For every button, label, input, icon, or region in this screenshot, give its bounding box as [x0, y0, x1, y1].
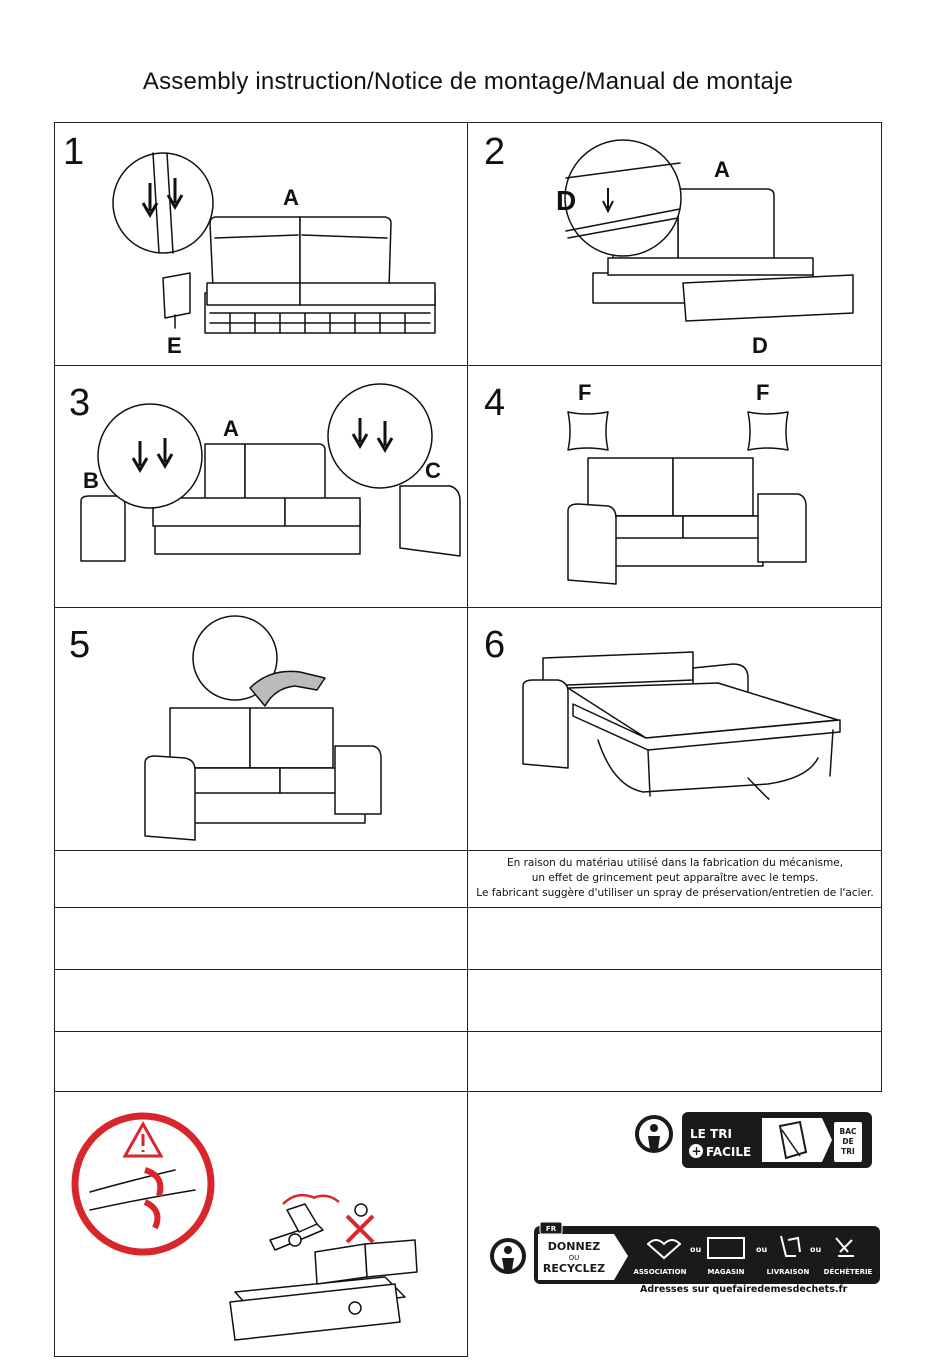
page-title: Assembly instruction/Notice de montage/Manual de montaje — [142, 68, 794, 95]
blank-cell — [54, 1031, 468, 1092]
pillow-label-f: F — [578, 380, 592, 405]
blank-cell — [54, 969, 468, 1032]
part-label-c: C — [425, 458, 441, 483]
step-4-illustration — [468, 366, 883, 609]
part-label-e: E — [167, 333, 182, 358]
option-decheterie: DÉCHÈTERIE — [823, 1268, 873, 1276]
option-magasin: MAGASIN — [707, 1268, 745, 1276]
step-number: 1 — [63, 131, 85, 173]
step-5-panel — [54, 607, 468, 851]
triman-le-tri-facile-badge — [632, 1112, 872, 1172]
blank-cell — [467, 907, 882, 970]
ou-sep: ou — [756, 1245, 768, 1254]
step-number: 3 — [69, 382, 91, 424]
part-label-a: A — [714, 157, 730, 182]
note-line: un effet de grincement peut apparaître avec le temps. — [531, 872, 819, 884]
blank-cell — [54, 907, 468, 970]
step-3-panel — [54, 365, 468, 608]
blank-cell — [54, 850, 468, 908]
ou-text: OU — [568, 1254, 580, 1262]
part-label-d: D — [752, 333, 768, 358]
step-number: 2 — [484, 131, 506, 173]
blank-cell — [467, 1031, 882, 1092]
donnez-recyclez-badge — [486, 1222, 882, 1284]
fr-text: FR — [545, 1225, 557, 1233]
step-1-illustration — [55, 123, 469, 367]
bin-text: TRI — [841, 1147, 855, 1156]
step-number: 4 — [484, 382, 506, 424]
step-2-panel — [467, 122, 882, 366]
note-line: Le fabricant suggère d'utiliser un spray de préservation/entretien de l'acier. — [476, 887, 874, 899]
step-1-panel — [54, 122, 468, 366]
part-label-a: A — [223, 416, 239, 441]
step-number: 6 — [484, 624, 506, 666]
part-label-d-zoom: D — [556, 185, 577, 216]
option-livraison: LIVRAISON — [766, 1268, 810, 1276]
recyclez-text: RECYCLEZ — [542, 1262, 606, 1275]
step-6-illustration — [468, 608, 883, 852]
step-3-illustration — [55, 366, 469, 609]
svg-text:+: + — [691, 1144, 702, 1158]
warning-panel — [54, 1091, 468, 1357]
step-4-panel — [467, 365, 882, 608]
triman-icon — [492, 1240, 524, 1272]
warning-illustration — [55, 1092, 469, 1358]
maintenance-note — [470, 856, 880, 901]
pillow-label-f: F — [756, 380, 770, 405]
note-line: En raison du matériau utilisé dans la fabrication du mécanisme, — [506, 857, 844, 869]
step-2-illustration — [468, 123, 883, 367]
recycling-address: Adresses sur quefairedemesdechets.fr — [640, 1284, 848, 1295]
bin-text: DE — [842, 1137, 854, 1146]
blank-cell — [467, 969, 882, 1032]
facile-text: FACILE — [706, 1145, 752, 1159]
step-number: 5 — [69, 624, 91, 666]
option-association: ASSOCIATION — [633, 1268, 687, 1276]
triman-icon — [637, 1117, 671, 1151]
part-label-b: B — [83, 468, 99, 493]
bin-text: BAC — [839, 1127, 857, 1136]
ou-sep: ou — [810, 1245, 822, 1254]
ou-sep: ou — [690, 1245, 702, 1254]
step-5-illustration — [55, 608, 469, 852]
le-tri-text: LE TRI — [690, 1127, 732, 1141]
step-6-panel — [467, 607, 882, 851]
donnez-text: DONNEZ — [547, 1240, 601, 1253]
part-label-a: A — [283, 185, 299, 210]
